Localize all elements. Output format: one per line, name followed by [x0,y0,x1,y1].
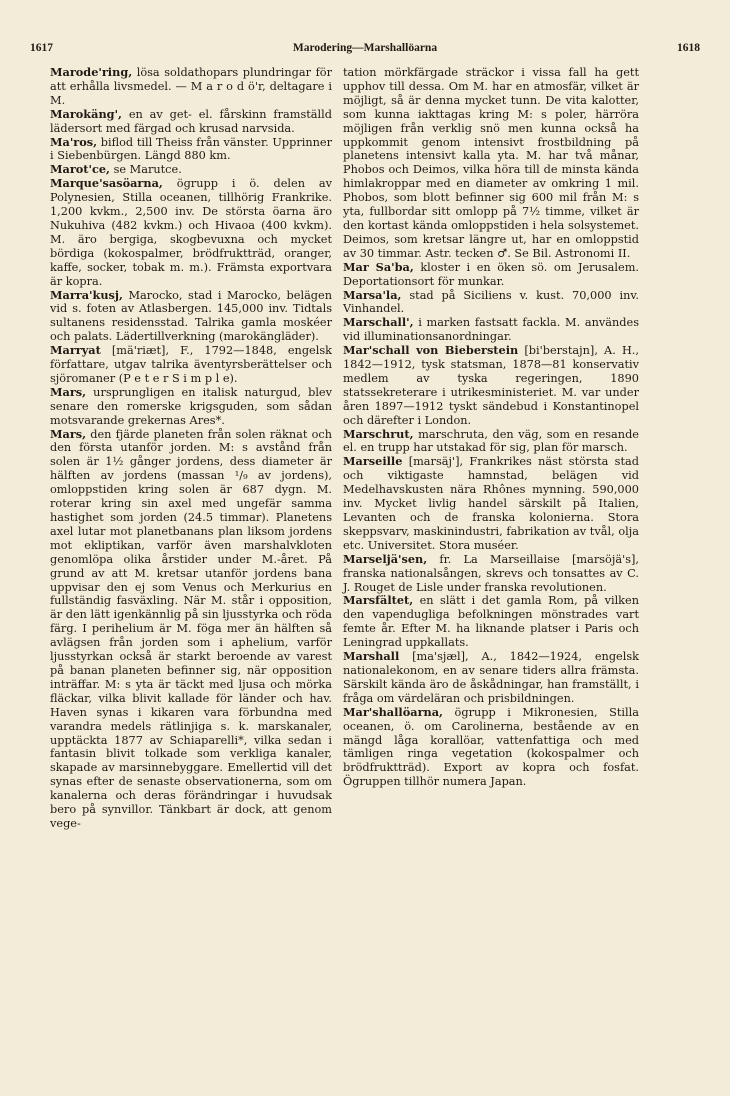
dictionary-entry [343,344,639,427]
dictionary-entry [50,289,332,345]
entry-headword: Marschall', [343,315,414,330]
entry-text: [marsäj'], Frankrikes näst största stad och viktigaste hamnstad, belägen vid Medelhavskusten nära Rhônes mynning. 590,000 inv. Mycket livlig handel särskilt på Italien, Levanten och de franska kolonierna. Stora skeppsvarv, maskinindustri, fabrikation av tvål, olja etc. Universitet. Stora muséer. [343,455,639,552]
entry-headword: Marra'kusj, [50,287,123,302]
entry-text: biflod till Theiss från vänster. Upprinner i Siebenbürgen. Längd 880 km. [50,135,332,163]
entry-headword: Marryat [50,343,101,358]
entry-headword: Marsfältet, [343,593,414,608]
entry-text: lösa soldathopars plundringar för att erhålla livsmedel. — M a r o d ö'r, deltagare i M. [50,66,332,107]
entry-text: se Marutce. [110,163,182,177]
dictionary-entry [343,455,639,552]
entry-text: ögrupp i ö. delen av Polynesien, Stilla oceanen, tillhörig Frankrike. 1,200 kvkm., 2,500 inv. De största öarna äro Nukuhiva (482 kvkm.) och Hivaoa (400 kvkm). M. äro bergiga, skogbevuxna och mycket bördiga (kokospalmer, brödfruktträd, oranger, kaffe, socker, tobak m. m.). Främsta exportvara är kopra. [50,177,332,288]
dictionary-entry [50,428,332,831]
entry-headword: Marque'sasöarna, [50,176,163,191]
dictionary-entry [50,344,332,386]
entry-headword: Marot'ce, [50,162,110,177]
entry-text: stad på Siciliens v. kust. 70,000 inv. Vinhandel. [343,288,639,316]
entry-headword: Marshall [343,649,400,664]
entry-headword: Mar'shallöarna, [343,704,443,719]
entry-text: marschruta, den väg, som en resande el. en trupp har utstakad för sig, plan för marsch. [343,427,639,455]
entry-text: ursprungligen en italisk naturgud, blev senare den romerske krigsguden, som sådan motsvarande grekernas Ares*. [50,385,332,427]
entry-headword: Marokäng', [50,106,122,121]
entry-headword: Marseljä'sen, [343,551,428,566]
dictionary-entry [50,136,332,164]
page-number-left: 1617 [30,42,53,54]
entry-headword: Marschrut, [343,426,414,441]
entry-text: en slätt i det gamla Rom, på vilken den vapendugliga befolkningen mönstrades vart femte år. Efter M. ha liknande platser i Paris och Leningrad uppkallats. [343,594,639,650]
entry-text: [bi'berstajn], A. H., 1842—1912, tysk statsman, 1878—81 konservativ medlem av tyska regeringen, 1890 statssekreterare i utrikesministeriet. M. var under åren 1897—1912 tyskt sändebud i Konstantinopel och därefter i London. [343,344,639,427]
dictionary-entry [343,594,639,650]
dictionary-entry [50,163,332,177]
entry-text: fr. La Marseillaise [marsöjä's], franska nationalsången, skrevs och tonsattes av C. J. Rouget de Lisle under franska revolutionen. [343,552,639,594]
entry-text: Marocko, stad i Marocko, belägen vid s. foten av Atlasbergen. 145,000 inv. Tidtals sultanens residensstad. Talrika gamla moskéer och palats. Lädertillverkning (marokängläder). [50,288,332,344]
entry-headword: Marseille [343,454,403,469]
entry-text: i marken fastsatt fackla. M. användes vid illuminationsanordningar. [343,316,639,344]
entry-headword: Mars, [50,384,87,399]
dictionary-entry [343,261,639,289]
entry-headword: Mars, [50,426,87,441]
dictionary-entry [343,316,639,344]
dictionary-entry [343,650,639,706]
dictionary-entry [50,386,332,428]
dictionary-entry [343,553,639,595]
entry-headword: Mar Sa'ba, [343,259,414,274]
dictionary-entry [343,428,639,456]
entry-text: en av get- el. fårskinn framställd lädersort med färgad och krusad narvsida. [50,107,332,135]
page-header [30,42,700,58]
dictionary-entry [343,706,639,789]
dictionary-entry [50,177,332,288]
right-column [343,66,639,789]
dictionary-entry [343,289,639,317]
dictionary-entry [343,66,639,261]
entry-headword: Ma'ros, [50,134,98,149]
entry-text: [mä'riæt], F., 1792—1848, engelsk författare, utgav talrika äventyrsberättelser och sjöromaner (P e t e r S i m p l e). [50,344,332,385]
running-title: Marodering—Marshallöarna [292,42,438,54]
entry-text: den fjärde planeten från solen räknat och den första utanför jorden. M: s avstånd från solen är 1½ gånger jordens, dess diameter är hälften av jordens (massan ¹/₉ av jordens), omloppstiden kring solen är 687 dygn. M. roterar kring sin axel med ungefär samma hastighet som jorden (24.5 timmar). Planetens axel lutar mot planetbanans plan liksom jordens mot ekliptikan, varför även marshalvkloten genomlöpa olika årstider under M.-året. På grund av att M. kretsar utanför jordens bana uppvisar den ej som Venus och Merkurius en fullständig fasväxling. När M. står i opposition, är den lätt igenkännlig på sin ljusstyrka och röda färg. I perihelium är M. föga mer än hälften så avlägsen från jorden som i aphelium, varför ljusstyrkan också är starkt beroende av varest på banan planeten befinner sig, när opposition inträffar. M: s yta är täckt med ljusa och mörka fläckar, vilka blivit kallade för länder och hav. Haven synas i kikaren vara förbundna med varandra medels rätlinjiga s. k. marskanaler, upptäckta 1877 av Schiaparelli*, vilka sedan i fantasin blivit tolkade som verkliga kanaler, skapade av marsinnebyggare. Emellertid vill det synas efter de senaste observationerna, som om kanalerna och deras förändringar i huvudsak bero på synvillor. Tänkbart är dock, att genom vege- [50,427,332,830]
page-number-right: 1618 [677,42,700,54]
entry-headword: Marsa'la, [343,287,402,302]
entry-text: [ma'sjæl], A., 1842—1924, engelsk nationalekonom, en av senare tiders allra främsta. Särskilt kända äro de åskådningar, han framställt, i fråga om värdeläran och prisbildningen. [343,650,639,705]
dictionary-entry [50,108,332,136]
dictionary-entry [50,66,332,108]
left-column [50,66,332,831]
entry-headword: Mar'schall von Bieberstein [343,343,519,358]
entry-text: kloster i en öken sö. om Jerusalem. Deportationsort för munkar. [343,260,639,288]
entry-text: ögrupp i Mikronesien, Stilla oceanen, ö. om Carolinerna, bestående av en mängd låga korallöar, vattenfattiga och med tämligen ringa vegetation (kokospalmer och brödfruktträd). Export av kopra och fosfat. Ögruppen tillhör numera Japan. [343,705,639,789]
entry-text: tation mörkfärgade sträckor i vissa fall ha gett upphov till dessa. Om M. har en atmosfär, vilket är möjligt, så är denna mycket tunn. De vita kalotter, som kunna iakttagas kring M: s poler, härröra möjligen från verklig snö men kunna också ha uppkommit genom intensivt frostbildning på planetens intensivt kalla yta. M. har två månar, Phobos och Deimos, vilka höra till de minsta kända himlakroppar med en diameter av omkring 1 mil. Phobos, som blott befinner sig 600 mil från M: s yta, fullbordar sitt omlopp på 7½ timme, vilket är den kortast kända omloppstiden i hela solsystemet. Deimos, som kretsar längre ut, har en omloppstid av 30 timmar. Astr. tecken ♂. Se Bil. Astronomi II. [343,66,639,260]
entry-headword: Marode'ring, [50,65,133,79]
